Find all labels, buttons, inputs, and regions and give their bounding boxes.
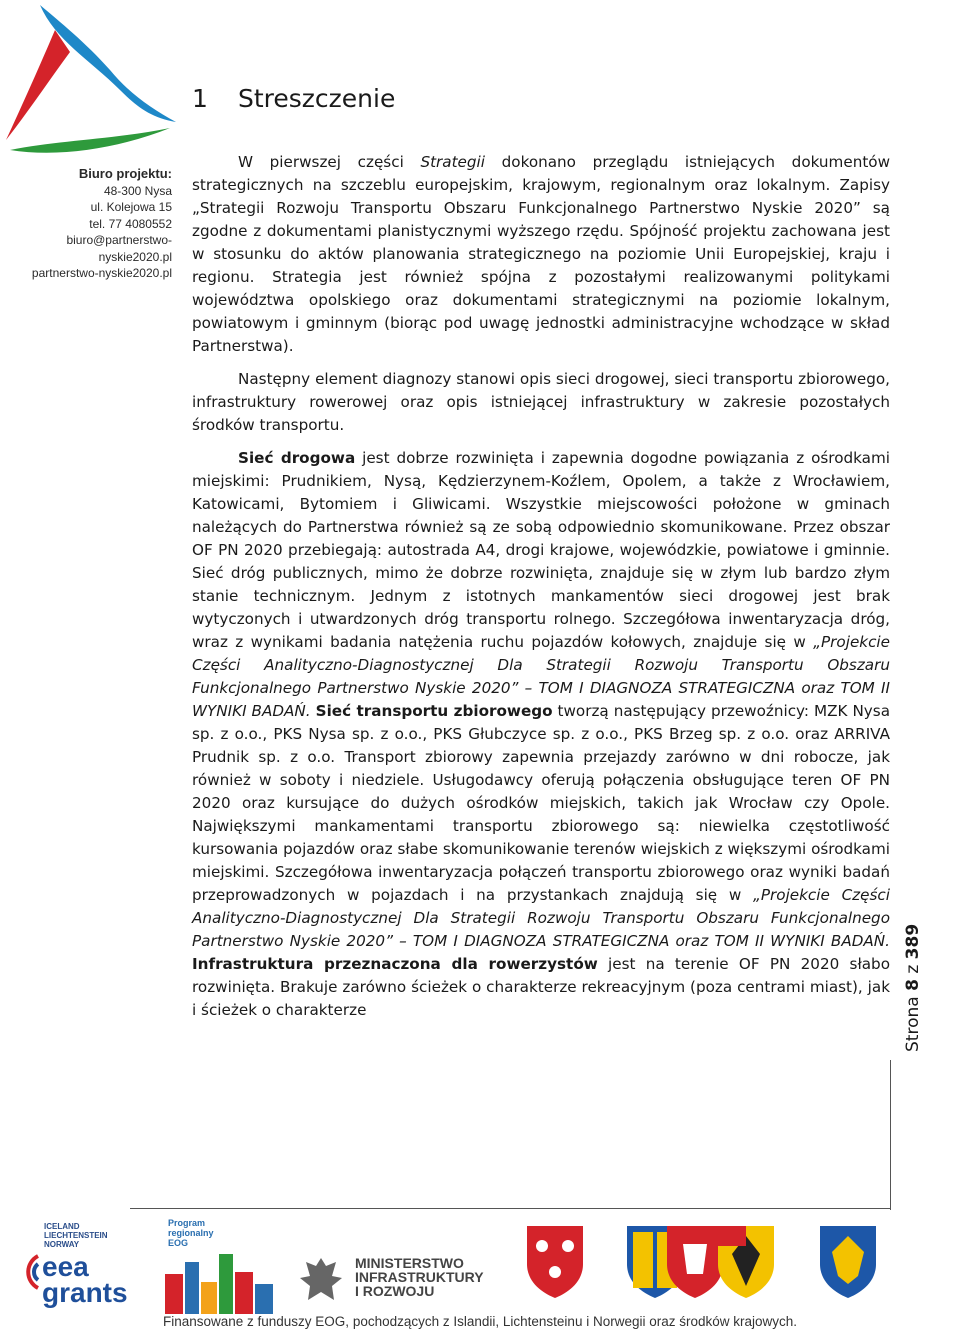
paragraph [192, 368, 890, 437]
text-run: dokonano przeglądu istniejących dokumentów strategicznych na szczeblu europejskim, krajowym, regionalnym oraz lokalnym. Zapisy „Strategii Rozwoju Transportu Obszaru Funkcjonalnego Partnerstwo Nyskie 2020” są zgodne z dokumentami planistycznymi wyższego rzędu. Spójność projektu zachowana jest w stosunku do aktów planowania strategicznego na poziomie Unii Europejskiej, kraju i regionu. Strategia jest również spójna z pozostałymi realizowanymi politykami województwa opolskiego oraz dokumentami strategicznymi na poziomie lokalnym, powiatowym i gminnym (biorąc pod uwagę jednostki administracyjne wchodzące w skład Partnerstwa). [192, 153, 890, 355]
document-body [192, 151, 890, 1032]
office-postcode: 48-300 Nysa [103, 183, 172, 198]
office-street: ul. Kolejowa 15 [90, 200, 172, 214]
coat-of-arms-1 [525, 1224, 585, 1299]
italic-text: „Projekcie Części Analityczno-Diagnostycznej Dla Strategii Rozwoju Transportu Obszaru Funkcjonalnego Partnerstwo Nyskie 2020” – TOM I DIAGNOZA STRATEGICZNA oraz TOM II WYNIKI BADAŃ. [192, 633, 890, 720]
office-phone: tel. 77 4080552 [89, 216, 172, 231]
page-mid: z [903, 959, 923, 980]
sponsor-logos [0, 1212, 960, 1312]
text-run: Następny element diagnozy stanowi opis sieci drogowej, sieci transportu zbiorowego, infrastruktury rowerowej oraz opis istniejącej infrastruktury w zakresie pozostałych środków transportu. [192, 370, 890, 434]
paragraph [192, 447, 890, 1022]
office-title: Biuro projektu: [78, 166, 172, 181]
office-email[interactable]: biuro@partnerstwo-nyskie2020.pl [66, 233, 172, 264]
footer-divider [130, 1208, 890, 1209]
page-frame-vertical-rule [890, 1060, 891, 1210]
section-title: Streszczenie [238, 84, 396, 113]
polish-eagle-emblem [296, 1252, 346, 1312]
page-current: 8 [903, 979, 923, 991]
text-run: jest dobrze rozwinięta i zapewnia dogodne powiązania z ośrodkami miejskimi: Prudnikiem, Nysą, Kędzierzynem-Koźlem, Opolem, a także z Wrocławiem, Katowicami, Bytomiem i Gliwicami. Wszystkie miejscowości położone w gminach należących do Partnerstwa również są ze sobą odpowiednio skomunikowane. Przez obszar OF PN 2020 przebiegają: autostrada A4, drogi krajowe, wojewódzkie, powiatowe i gminnie. Sieć dróg publicznych, mimo że dobrze rozwinięta, znajduje się w złym lub bardzo złym stanie technicznym. Jednym z istotnych mankamentów sieci drogowej jest brak wytyczonych i utwardzonych dróg transportu rolnego. Szczegółowa inwentaryzacja dróg, wraz z wynikami badania natężenia ruchu pojazdów kołowych, znajduje się w [192, 449, 890, 651]
program-regionalny-label: Program regionalny EOG [168, 1218, 214, 1248]
eea-wordmark: eea grants [42, 1251, 128, 1308]
project-office-info [4, 166, 172, 282]
page-prefix: Strona [903, 990, 923, 1052]
page-total: 389 [903, 923, 923, 960]
funding-footer: Finansowane z funduszy EOG, pochodzących z Islandii, Lichtensteinu i Norwegii oraz środków krajowych. [162, 1314, 798, 1329]
page-number [903, 812, 923, 1052]
bold-text: Sieć drogowa [238, 449, 356, 467]
bold-text: Infrastruktura przeznaczona dla rowerzystów [192, 955, 598, 973]
section-number: 1 [192, 84, 208, 113]
partnerstwo-logo [0, 0, 180, 160]
bold-text: Sieć transportu zbiorowego [315, 702, 553, 720]
text-run: W pierwszej części [238, 153, 421, 171]
eea-countries: ICELAND LIECHTENSTEIN NORWAY [44, 1222, 108, 1249]
text-run: jest na terenie OF PN 2020 słabo rozwinięta. Brakuje zarówno ścieżek o charakterze rekreacyjnym (poza centrami miast), jak i ścieżek o charakterze [192, 955, 890, 1019]
italic-text: Strategii [420, 153, 485, 171]
ministry-label: MINISTERSTWO INFRASTRUKTURY I ROZWOJU [355, 1255, 484, 1299]
italic-text: „Projekcie Części Analityczno-Diagnostycznej Dla Strategii Rozwoju Transportu Obszaru Funkcjonalnego Partnerstwo Nyskie 2020” – TOM I DIAGNOZA STRATEGICZNA oraz TOM II WYNIKI BADAŃ. [192, 886, 890, 950]
paragraph [192, 151, 890, 358]
section-heading [192, 84, 395, 113]
coat-of-arms-4 [716, 1224, 776, 1299]
eea-grants-logo [10, 1222, 130, 1317]
eea-arcs-icon [14, 1252, 42, 1292]
city-buildings-icon [165, 1254, 275, 1314]
office-website[interactable]: partnerstwo-nyskie2020.pl [31, 266, 172, 280]
coat-of-arms-5 [818, 1224, 878, 1299]
text-run: tworzą następujący przewoźnicy: MZK Nysa sp. z o.o., PKS Nysa sp. z o.o., PKS Głubczyce sp. z o.o., PKS Brzeg sp. z o.o. oraz ARRIVA Prudnik sp. z o.o. Transport zbiorowy zapewnia przejazdy zarówno w dni robocze, jak również w soboty i niedziele. Usługodawcy oferują połączenia obsługujące teren OF PN 2020 oraz kursujące do dużych ośrodków miejskich, takich jak Wrocław czy Opole. Największymi mankamentami transportu zbiorowego są: niewielka częstotliwość kursowania pojazdów oraz słabe skomunikowanie terenów wiejskich z większymi ośrodkami miejskimi. Szczegółowa inwentaryzacja połączeń transportu zbiorowego oraz wyniki badań przeprowadzonych w pojazdach i na przystankach znajdują się w [192, 702, 891, 904]
